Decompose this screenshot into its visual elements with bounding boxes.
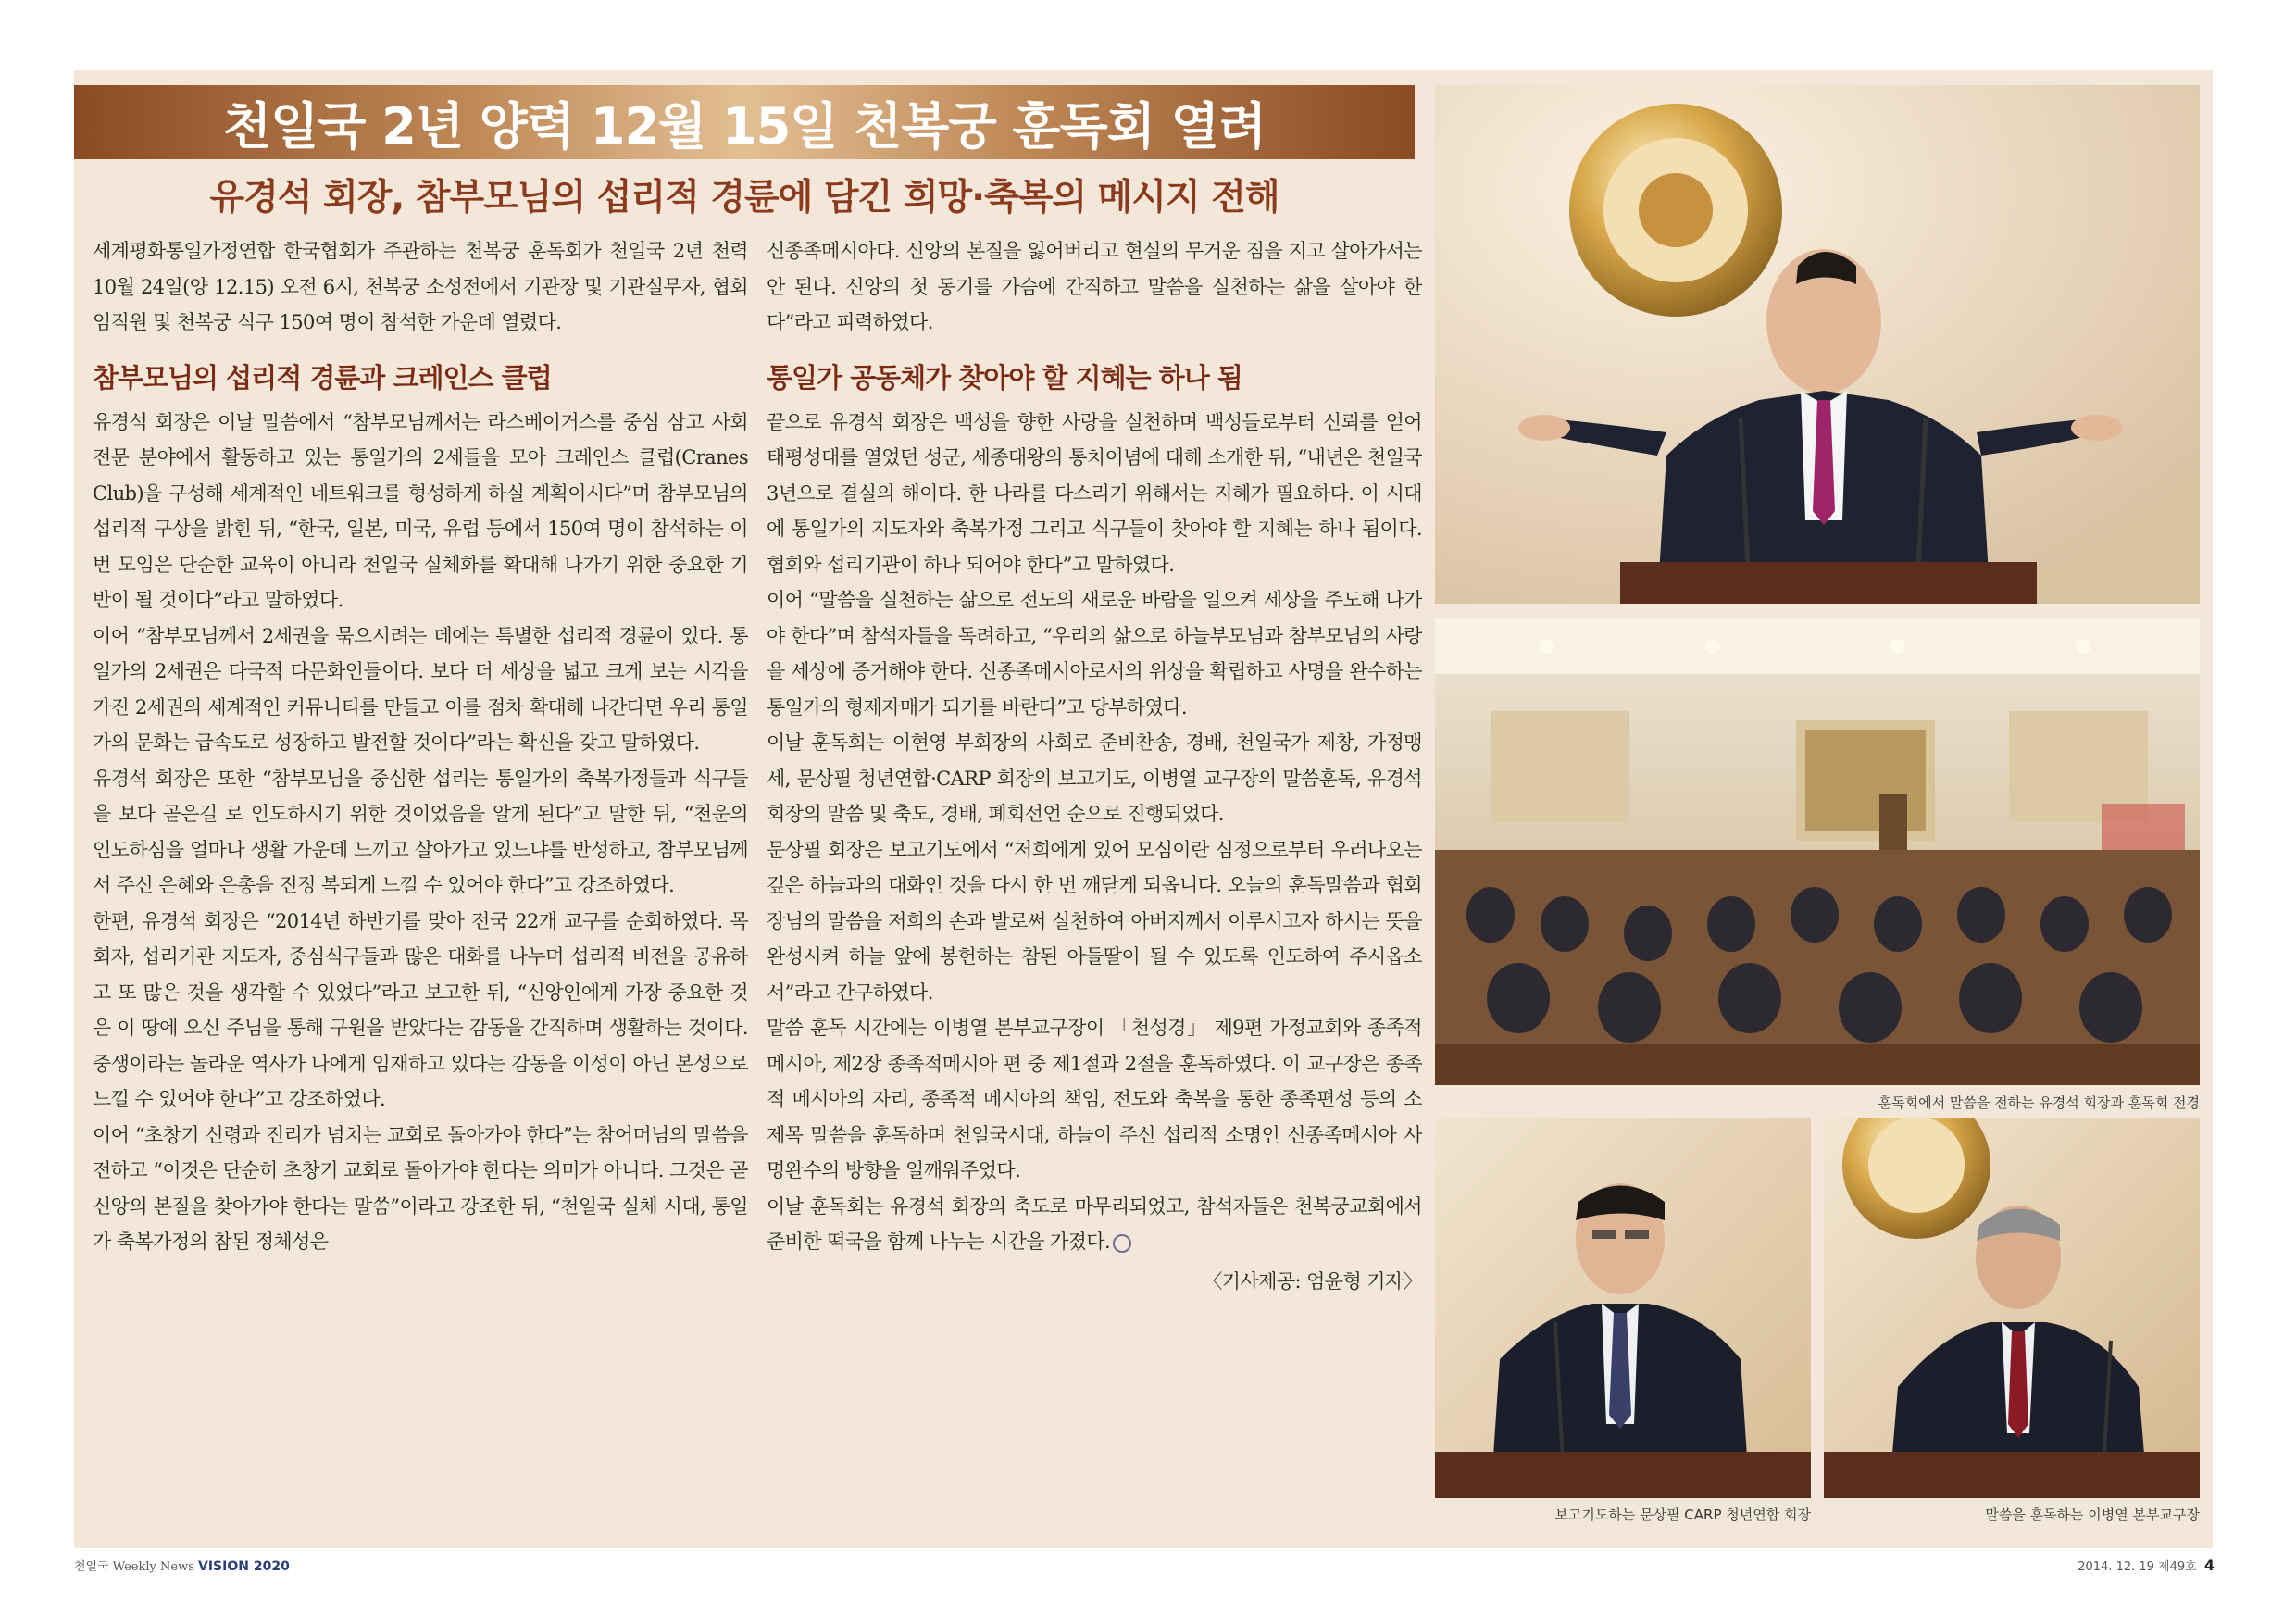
page-number: 4	[2203, 1556, 2215, 1574]
paragraph: 이어 “참부모님께서 2세권을 묶으시려는 데에는 특별한 섭리적 경륜이 있다. 통일가의 2세권은 다국적 다문화인들이다. 보다 더 세상을 넓고 크게 보는 시각을 가진 2세권의 세계적인 커뮤니티를 만들고 이를 점차 확대해 나간다면 우리 통일가의 문화는 급속도로 성장하고 발전할 것이다”라는 확신을 갖고 말하였다.	[93, 624, 748, 754]
paragraph-closing	[767, 1189, 1422, 1260]
paragraph: 한편, 유경석 회장은 “2014년 하반기를 맞아 전국 22개 교구를 순회하였다. 목회자, 섭리기관 지도자, 중심식구들과 많은 대화를 나누며 섭리적 비전을 공유하고 또 많은 것을 생각할 수 있었다”라고 보고한 뒤, “신앙인에게 가장 중요한 것은 이 땅에 오신 주님을 통해 구원을 받았다는 감동을 간직하며 생활하는 것이다. 중생이라는 놀라운 역사가 나에게 임재하고 있다는 감동을 이성이 아닌 본성으로 느낄 수 있어야 한다”고 강조하였다.	[93, 909, 748, 1110]
photo-caption: 보고기도하는 문상필 CARP 청년연합 회장	[1554, 1506, 1811, 1523]
photo-speaker-podium	[1435, 85, 2200, 604]
footer-issue	[2078, 1556, 2215, 1574]
photo-prayer-speaker	[1435, 1118, 1811, 1498]
end-mark-icon	[1113, 1234, 1131, 1253]
footer-date-issue: 2014. 12. 19 제49호	[2078, 1560, 2197, 1574]
paragraph: 유경석 회장은 또한 “참부모님을 중심한 섭리는 통일가의 축복가정들과 식구들을 보다 곧은길 로 인도하시기 위한 것이었음을 알게 된다”고 말한 뒤, “천운의 인도하심을 얼마나 생활 가운데 느끼고 살아가고 있느냐를 반성하고, 참부모님께서 주신 은혜와 은총을 진정 복되게 느낄 수 있어야 한다”고 강조하였다.	[93, 767, 748, 896]
photo-caption: 말씀을 훈독하는 이병열 본부교구장	[1985, 1506, 2200, 1523]
article-column-1	[93, 233, 748, 1530]
section-heading: 참부모님의 섭리적 경륜과 크레인스 클럽	[93, 361, 552, 394]
headline-bar	[74, 85, 1415, 159]
paragraph: 신종족메시아다. 신앙의 본질을 잃어버리고 현실의 무거운 짐을 지고 살아가서는 안 된다. 신앙의 첫 동기를 가슴에 간직하고 말씀을 실천하는 삶을 살아야 한다”라고 피력하였다.	[767, 240, 1422, 333]
subheadline: 유경석 회장, 참부모님의 섭리적 경륜에 담긴 희망·축복의 메시지 전해	[209, 177, 1279, 219]
photo-congregation	[1435, 618, 2200, 1085]
photo-caption: 훈독회에서 말씀을 전하는 유경석 회장과 훈독회 전경	[1878, 1094, 2200, 1111]
paragraph: 끝으로 유경석 회장은 백성을 향한 사랑을 실천하며 백성들로부터 신뢰를 얻어 태평성대를 열었던 성군, 세종대왕의 통치이념에 대해 소개한 뒤, “내년은 천일국 3년으로 결실의 해이다. 한 나라를 다스리기 위해서는 지혜가 필요하다. 이 시대에 통일가의 지도자와 축복가정 그리고 식구들이 찾아야 할 지혜는 하나 됨이다. 협회와 섭리기관이 하나 되어야 한다”고 말하였다.	[767, 410, 1422, 576]
article-column-2	[767, 233, 1422, 1530]
paragraph: 이어 “초창기 신령과 진리가 넘치는 교회로 돌아가야 한다”는 참어머님의 말씀을 전하고 “이것은 단순히 초창기 교회로 돌아가야 한다는 의미가 아니다. 그것은 곧 신앙의 본질을 찾아가야 한다는 말씀”이라고 강조한 뒤, “천일국 실체 시대, 통일가 축복가정의 참된 정체성은	[93, 1123, 748, 1253]
paragraph: 이어 “말씀을 실천하는 삶으로 전도의 새로운 바람을 일으켜 세상을 주도해 나가야 한다”며 참석자들을 독려하고, “우리의 삶으로 하늘부모님과 참부모님의 사랑을 세상에 증거해야 한다. 신종족메시아로서의 위상을 확립하고 사명을 완수하는 통일가의 형제자매가 되기를 바란다”고 당부하였다.	[767, 589, 1422, 718]
article-credit: 〈기사제공: 엄윤형 기자〉	[1203, 1269, 1422, 1293]
section-heading: 통일가 공동체가 찾아야 할 지혜는 하나 됨	[767, 361, 1242, 394]
headline: 천일국 2년 양력 12월 15일 천복궁 훈독회 열려	[222, 96, 1267, 156]
footer-brand: VISION 2020	[198, 1559, 290, 1574]
paragraph: 말씀 훈독 시간에는 이병열 본부교구장이 「천성경」 제9편 가정교회와 종족적메시아, 제2장 종족적메시아 편 중 제1절과 2절을 훈독하였다. 이 교구장은 종족적 메시아의 자리, 종족적 메시아의 책임, 전도와 축복을 통한 종족편성 등의 소제목 말씀을 훈독하며 천일국시대, 하늘이 주신 섭리적 소명인 신종족메시아 사명완수의 방향을 일깨워주었다.	[767, 1017, 1422, 1181]
paragraph: 이날 훈독회는 이현영 부회장의 사회로 준비찬송, 경배, 천일국가 제창, 가정맹세, 문상필 청년연합·CARP 회장의 보고기도, 이병열 교구장의 말씀훈독, 유경석 회장의 말씀 및 축도, 경배, 폐회선언 순으로 진행되었다.	[767, 731, 1422, 825]
paragraph: 문상필 회장은 보고기도에서 “저희에게 있어 모심이란 심정으로부터 우러나오는 깊은 하늘과의 대화인 것을 다시 한 번 깨닫게 되옵니다. 오늘의 훈독말씀과 협회장님의 말씀을 저희의 손과 발로써 실천하여 아버지께서 이루시고자 하시는 뜻을 완성시켜 하늘 앞에 봉헌하는 참된 아들딸이 될 수 있도록 인도하여 주시옵소서”라고 간구하였다.	[767, 838, 1422, 1004]
paragraph: 세계평화통일가정연합 한국협회가 주관하는 천복궁 훈독회가 천일국 2년 천력 10월 24일(양 12.15) 오전 6시, 천복궁 소성전에서 기관장 및 기관실무자, 협회 임직원 및 천복궁 식구 150여 명이 참석한 가운데 열렸다.	[93, 240, 748, 333]
photo-reading-speaker	[1824, 1118, 2200, 1498]
paragraph: 유경석 회장은 이날 말씀에서 “참부모님께서는 라스베이거스를 중심 삼고 사회 전문 분야에서 활동하고 있는 통일가의 2세들을 모아 크레인스 클럽(Cranes Club)을 구성해 세계적인 네트워크를 형성하게 하실 계획이시다”며 참부모님의 섭리적 구상을 밝힌 뒤, “한국, 일본, 미국, 유럽 등에서 150여 명이 참석하는 이번 모임은 단순한 교육이 아니라 천일국 실체화를 확대해 나가기 위한 중요한 기반이 될 것이다”라고 말하였다.	[93, 410, 748, 611]
closing-text: 이날 훈독회는 유경석 회장의 축도로 마무리되었고, 참석자들은 천복궁교회에서 준비한 떡국을 함께 나누는 시간을 가졌다.	[767, 1194, 1422, 1253]
footer-prefix: 천일국 Weekly News	[74, 1560, 194, 1574]
footer-publication	[74, 1556, 290, 1574]
